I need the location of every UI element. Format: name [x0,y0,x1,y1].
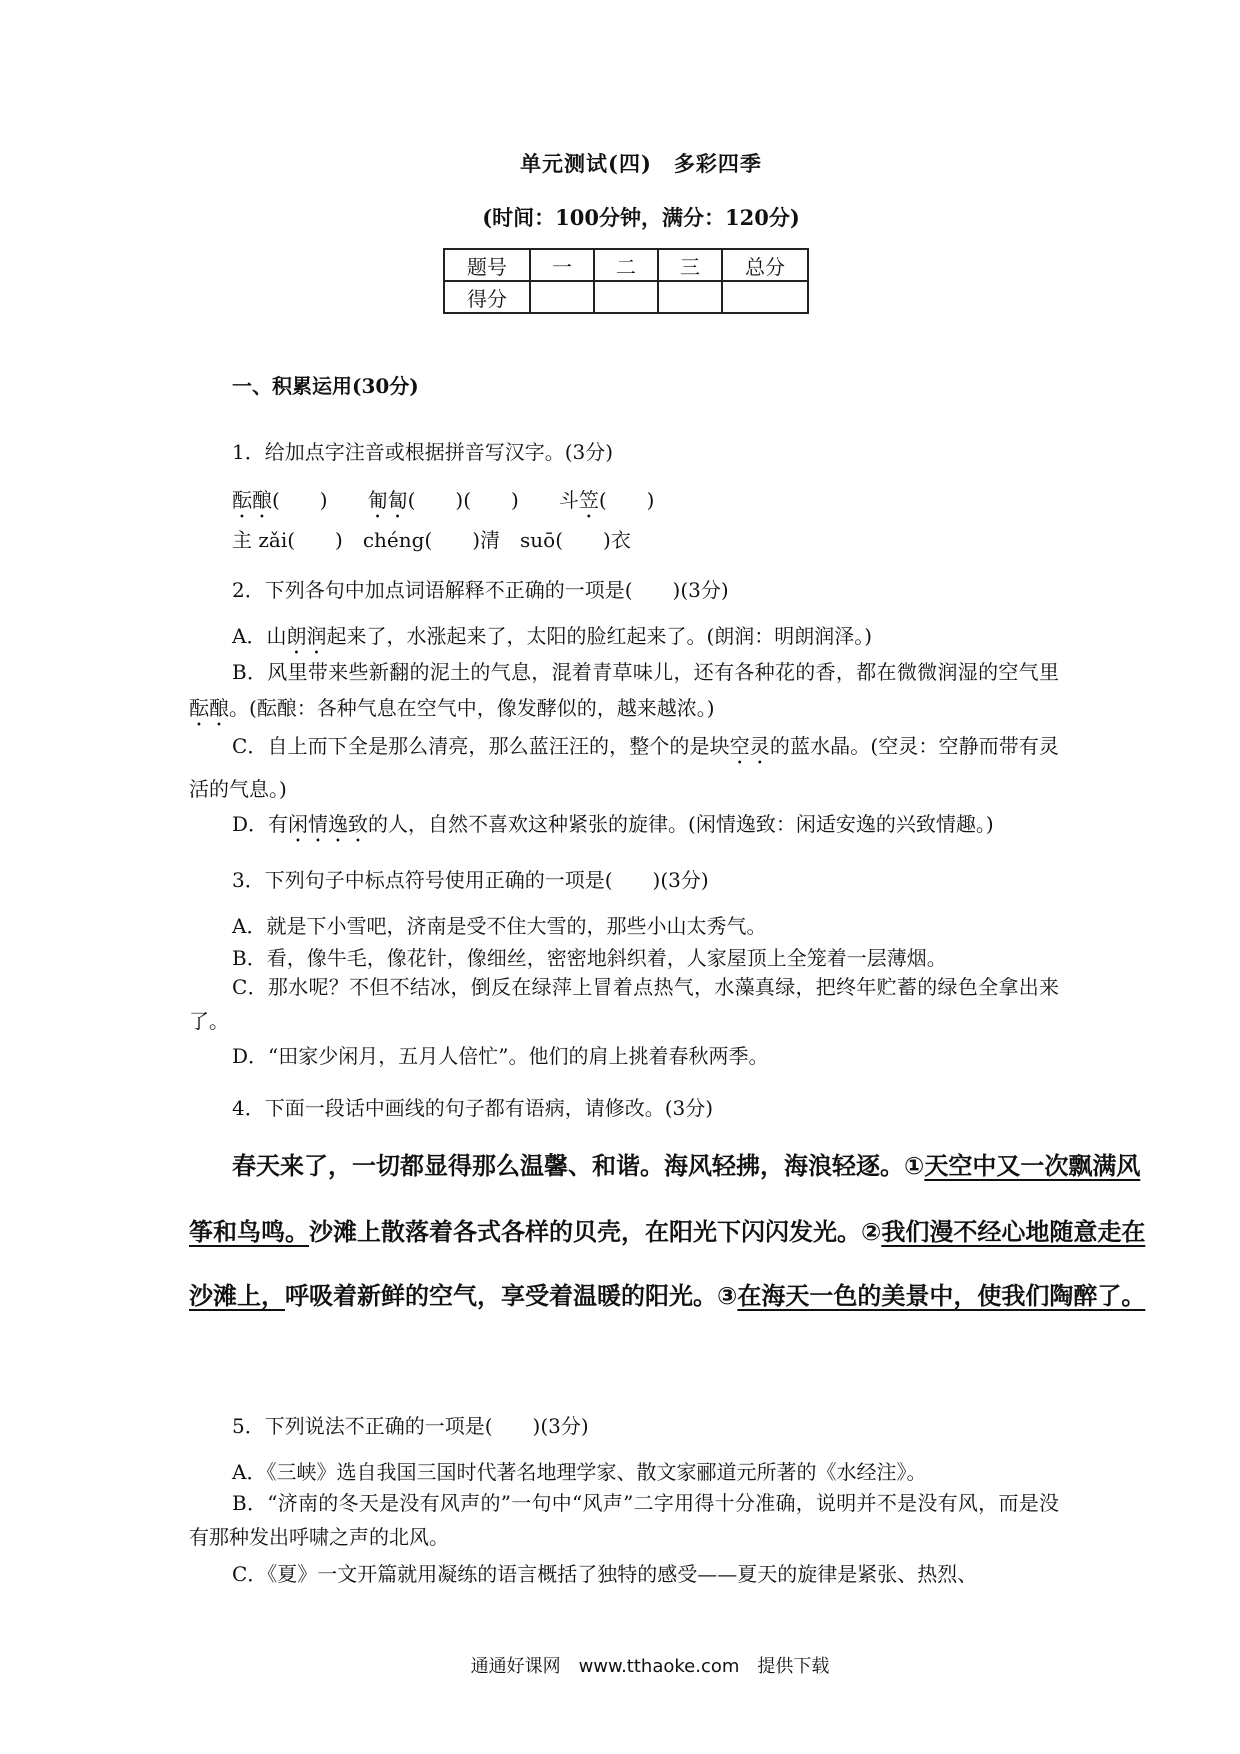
option-text: C．自上而下全是那么清亮，那么蓝汪汪的，整个的是块 [232,734,730,758]
question-5-option-a: A．《三峡》选自我国三国时代著名地理学家、散文家郦道元所著的《水经注》。 [232,1460,927,1484]
page-footer: 通通好课网 www.tthaoke.com 提供下载 [470,1656,830,1677]
answer-blank: ( ) [272,488,368,512]
question-3-option-d: D．“田家少闲月，五月人倍忙”。他们的肩上挑着春秋两季。 [232,1044,769,1068]
passage-text: 春天来了，一切都显得那么温馨、和谐。海风轻拂，海浪轻逐。① [232,1152,925,1180]
answer-blank: ( ) [598,488,655,512]
score-header-cell: 一 [530,249,594,281]
question-3-option-a: A．就是下小雪吧，济南是受不住大雪的，那些小山太秀气。 [232,914,767,938]
underlined-sentence: 在海天一色的美景中，使我们陶醉了。 [737,1282,1146,1310]
question-1-row-2: 主 zǎi( ) chéng( )清 suō( )衣 [232,528,631,552]
question-3-prompt: 3．下列句子中标点符号使用正确的一项是( )(3分) [232,868,709,892]
score-header-cell: 总分 [722,249,808,281]
option-text: 起来了，水涨起来了，太阳的脸红起来了。(朗润：明朗润泽。) [326,624,873,648]
score-table-score-row [444,281,808,313]
option-text: A．山 [232,624,287,648]
exam-subtitle: (时间：100分钟，满分：120分) [482,205,800,230]
option-text: 的蓝水晶。(空灵：空静而带有灵活的气息。) [189,734,1060,801]
dotted-word: 酝酿 [189,696,229,720]
score-cell [658,281,722,313]
passage-text: 沙滩上散落着各式各样的贝壳，在阳光下闪闪发光。② [309,1218,882,1246]
underlined-sentence: 筝和鸟鸣。 [189,1218,309,1246]
score-header-cell: 三 [658,249,722,281]
question-2-prompt: 2．下列各句中加点词语解释不正确的一项是( )(3分) [232,578,729,602]
question-3-option-b: B．看，像牛毛，像花针，像细丝，密密地斜织着，人家屋顶上全笼着一层薄烟。 [232,946,947,970]
option-text: B．风里带来些新翻的泥土的气息，混着青草味儿，还有各种花的香，都在微微润湿的空气里 [232,660,1059,684]
dotted-word: 闲情逸致 [288,812,369,836]
score-header-cell: 题号 [444,249,530,281]
question-5-option-b: B．“济南的冬天是没有风声的”一句中“风声”二字用得十分准确，说明并不是没有风，而是没有那种发出呼啸之声的北风。 [189,1491,1059,1549]
question-4-passage-line-3 [189,1276,1146,1311]
underlined-sentence: 天空中又一次飘满风 [924,1152,1141,1180]
score-table [443,248,809,314]
underlined-sentence: 我们漫不经心地随意走在 [881,1218,1146,1246]
dotted-word: 朗润 [286,624,327,648]
question-5-prompt: 5．下列说法不正确的一项是( )(3分) [232,1414,589,1438]
answer-blank: ( )( ) 斗 [407,488,579,512]
question-4-prompt: 4．下面一段话中画线的句子都有语病，请修改。(3分) [232,1096,714,1120]
question-2-option-b [189,654,1059,731]
score-row-label: 得分 [444,281,530,313]
question-1-row-1 [232,484,654,523]
page-title: 单元测试(四) 多彩四季 [520,151,762,176]
score-cell [530,281,594,313]
question-4-passage-line-2 [189,1212,1146,1247]
question-3-option-c: C．那水呢？不但不结冰，倒反在绿萍上冒着点热气，水藻真绿，把终年贮蓄的绿色全拿出来了。 [189,975,1059,1033]
score-header-cell: 二 [594,249,658,281]
dotted-char: 匐 [387,488,408,512]
question-2-option-c [189,726,1059,809]
dotted-char: 酝 [232,488,252,512]
score-cell [594,281,658,313]
dotted-char: 匍 [367,488,388,512]
question-2-option-d [232,808,994,847]
dotted-char: 笠 [578,488,599,512]
option-text: D．有 [232,812,289,836]
section-title: 一、积累运用(30分) [232,374,419,398]
score-table-header-row [444,249,808,281]
option-text: 的人，自然不喜欢这种紧张的旋律。(闲情逸致：闲适安逸的兴致情趣。) [368,812,994,836]
question-5-option-c: C．《夏》一文开篇就用凝练的语言概括了独特的感受——夏天的旋律是紧张、热烈、 [232,1562,978,1586]
dotted-char: 酿 [252,488,272,512]
passage-text: 呼吸着新鲜的空气，享受着温暖的阳光。③ [285,1282,738,1310]
option-text: 。(酝酿：各种气息在空气中，像发酵似的，越来越浓。) [229,696,715,720]
question-1-prompt: 1．给加点字注音或根据拼音写汉字。(3分) [232,440,614,464]
score-cell [722,281,808,313]
question-4-passage-line-1 [232,1146,1141,1181]
underlined-sentence: 沙滩上， [189,1282,285,1310]
dotted-word: 空灵 [729,734,770,758]
